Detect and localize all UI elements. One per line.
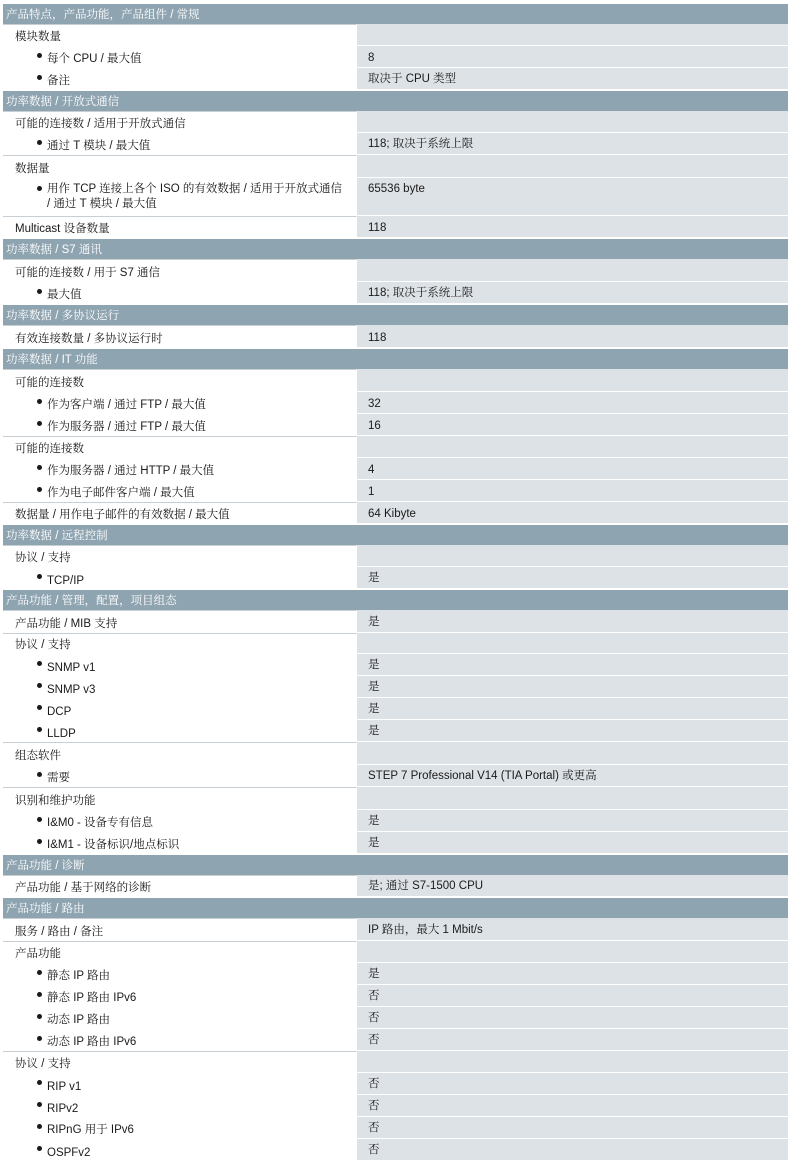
spec-label [3,810,357,832]
spec-row [3,436,788,458]
spec-label [3,1073,357,1095]
section-header [3,90,788,111]
spec-value [357,155,788,178]
spec-label [3,567,357,589]
spec-value: 是 [357,654,788,676]
spec-value [357,111,788,133]
bullet-icon [37,75,42,80]
spec-label [3,1139,357,1161]
spec-value: 是 [357,810,788,832]
section-header [3,348,788,369]
spec-label-text: 可能的连接数 / 适用于开放式通信 [15,118,186,130]
bullet-icon [37,1102,42,1107]
spec-label-text: 需要 [47,772,70,784]
spec-label [3,832,357,854]
spec-label-text: TCP/IP [47,575,85,587]
spec-label-text: 产品功能 [15,948,61,960]
section-title: 产品特点，产品功能，产品组件 / 常规 [6,9,200,21]
bullet-icon [37,727,42,732]
spec-label [3,392,357,414]
spec-value: 是 [357,832,788,854]
spec-label [3,1051,357,1073]
section-header [3,3,788,24]
spec-sub-row [3,1007,788,1029]
spec-value [357,787,788,810]
spec-label [3,155,357,178]
spec-value: 是; 通过 S7-1500 CPU [357,875,788,897]
bullet-icon [37,140,42,145]
section-header [3,304,788,325]
spec-value: 否 [357,1095,788,1117]
spec-label-text: DCP [47,706,72,718]
spec-sub-row [3,654,788,676]
spec-value: 64 Kibyte [357,502,788,524]
spec-label-text: 可能的连接数 [15,443,84,455]
bullet-icon [37,421,42,426]
spec-label-text: RIPv2 [47,1103,79,1115]
spec-sub-row [3,392,788,414]
section-header [3,238,788,259]
spec-row [3,369,788,392]
section-title: 功率数据 / 多协议运行 [6,310,120,322]
spec-value: 是 [357,698,788,720]
spec-value [357,24,788,46]
spec-label [3,414,357,436]
spec-label-text: I&M1 - 设备标识/地点标识 [47,839,180,851]
spec-label [3,68,357,90]
spec-row [3,111,788,133]
spec-row [3,325,788,348]
spec-sub-row [3,1139,788,1161]
spec-label-text: I&M0 - 设备专有信息 [47,817,154,829]
bullet-icon [37,839,42,844]
spec-label [3,216,357,238]
spec-label [3,325,357,348]
spec-sub-row [3,414,788,436]
spec-value [357,436,788,458]
spec-sub-row [3,985,788,1007]
bullet-icon [37,1080,42,1085]
spec-value: 否 [357,1073,788,1095]
spec-label [3,545,357,567]
spec-row [3,742,788,765]
spec-label [3,46,357,68]
spec-label [3,698,357,720]
spec-value: 取决于 CPU 类型 [357,68,788,90]
bullet-icon [37,683,42,688]
bullet-icon [37,399,42,404]
spec-label-text: 可能的连接数 [15,377,84,389]
spec-value: 否 [357,1139,788,1161]
spec-label-text: 有效连接数量 / 多协议运行时 [15,333,163,345]
spec-table [3,3,788,1161]
spec-value: 118; 取决于系统上限 [357,282,788,304]
spec-value [357,369,788,392]
spec-label-text: OSPFv2 [47,1147,91,1159]
spec-row [3,155,788,178]
bullet-icon [37,661,42,666]
spec-label [3,480,357,502]
spec-value: 1 [357,480,788,502]
spec-label [3,963,357,985]
spec-value: 是 [357,963,788,985]
section-title: 产品功能 / 路由 [6,903,85,915]
spec-value: 否 [357,1029,788,1051]
spec-sub-row [3,46,788,68]
spec-label-text: 备注 [47,75,70,87]
spec-label [3,458,357,480]
section-title: 功率数据 / IT 功能 [6,354,98,366]
spec-value [357,633,788,654]
spec-label [3,918,357,941]
spec-sub-row [3,480,788,502]
bullet-icon [37,465,42,470]
spec-label-text: RIP v1 [47,1081,82,1093]
spec-sub-row [3,810,788,832]
bullet-icon [37,1014,42,1019]
spec-label [3,676,357,698]
spec-label-text: 模块数量 [15,31,61,43]
spec-label-text: 组态软件 [15,750,61,762]
spec-label-text: 作为服务器 / 通过 FTP / 最大值 [47,421,206,433]
spec-value [357,742,788,765]
spec-label-text: 作为客户端 / 通过 FTP / 最大值 [47,399,206,411]
spec-label-text: 识别和维护功能 [15,795,96,807]
spec-sub-row [3,832,788,854]
spec-label [3,133,357,155]
spec-value: 118 [357,325,788,348]
spec-label-text: 协议 / 支持 [15,552,71,564]
spec-label [3,178,357,216]
spec-label [3,282,357,304]
section-header [3,524,788,545]
bullet-icon [37,705,42,710]
spec-label-text: 动态 IP 路由 [47,1014,111,1026]
spec-label-text: 协议 / 支持 [15,1058,71,1070]
spec-label-text: 产品功能 / MIB 支持 [15,618,118,630]
spec-row [3,875,788,897]
spec-label [3,436,357,458]
section-title: 功率数据 / 远程控制 [6,530,108,542]
spec-label-text: 数据量 / 用作电子邮件的有效数据 / 最大值 [15,509,230,521]
spec-label [3,610,357,633]
spec-row [3,216,788,238]
spec-label [3,985,357,1007]
spec-label [3,1029,357,1051]
spec-sub-row [3,1073,788,1095]
spec-row [3,633,788,654]
spec-row [3,918,788,941]
spec-sub-row [3,133,788,155]
section-title: 功率数据 / 开放式通信 [6,96,120,108]
spec-sub-row [3,282,788,304]
bullet-icon [37,574,42,579]
spec-label-text: 动态 IP 路由 IPv6 [47,1036,137,1048]
section-title: 产品功能 / 诊断 [6,860,85,872]
spec-sub-row [3,68,788,90]
spec-label [3,875,357,897]
spec-label [3,1007,357,1029]
spec-value: 否 [357,1117,788,1139]
spec-label-text: Multicast 设备数量 [15,223,110,235]
spec-label-text: RIPnG 用于 IPv6 [47,1124,134,1136]
spec-value [357,1051,788,1073]
spec-label [3,1117,357,1139]
section-title: 产品功能 / 管理，配置，项目组态 [6,595,177,607]
spec-sub-row [3,720,788,742]
spec-value: 是 [357,567,788,589]
section-header [3,589,788,610]
spec-value: 16 [357,414,788,436]
spec-label [3,24,357,46]
spec-value [357,941,788,963]
section-header [3,854,788,875]
bullet-icon [37,772,42,777]
bullet-icon [37,1036,42,1041]
spec-label [3,941,357,963]
spec-sub-row [3,567,788,589]
bullet-icon [37,487,42,492]
spec-row [3,610,788,633]
spec-value: 4 [357,458,788,480]
spec-value [357,259,788,282]
bullet-icon [37,1146,42,1151]
spec-label-text: 通过 T 模块 / 最大值 [47,140,151,152]
spec-value: 118 [357,216,788,238]
spec-label-text: 最大值 [47,289,82,301]
spec-label [3,765,357,787]
spec-label-text: 产品功能 / 基于网络的诊断 [15,882,152,894]
spec-label-text: SNMP v1 [47,662,96,674]
spec-label-text: SNMP v3 [47,684,96,696]
bullet-icon [37,289,42,294]
spec-value: 否 [357,1007,788,1029]
bullet-icon [37,53,42,58]
spec-label-text: 静态 IP 路由 [47,970,111,982]
spec-value: 否 [357,985,788,1007]
spec-value: 是 [357,610,788,633]
spec-label [3,742,357,765]
spec-label-text: 协议 / 支持 [15,639,71,651]
spec-value [357,545,788,567]
spec-label [3,720,357,742]
spec-label [3,654,357,676]
spec-label-text: 可能的连接数 / 用于 S7 通信 [15,267,161,279]
spec-row [3,941,788,963]
spec-label [3,111,357,133]
spec-sub-row [3,676,788,698]
spec-label [3,502,357,524]
bullet-icon [37,186,42,191]
spec-label-text: 作为电子邮件客户端 / 最大值 [47,487,195,499]
spec-row [3,545,788,567]
spec-row [3,24,788,46]
spec-sub-row [3,698,788,720]
spec-sub-row [3,1029,788,1051]
bullet-icon [37,970,42,975]
spec-label-text: 用作 TCP 连接上各个 ISO 的有效数据 / 适用于开放式通信 / 通过 T 模块 / 最大值 [47,183,342,210]
spec-value: 65536 byte [357,178,788,216]
spec-label-text: LLDP [47,728,76,740]
spec-sub-row [3,765,788,787]
spec-value: 是 [357,720,788,742]
spec-label-text: 每个 CPU / 最大值 [47,53,142,65]
spec-row [3,1051,788,1073]
section-title: 功率数据 / S7 通讯 [6,244,102,256]
bullet-icon [37,992,42,997]
spec-sub-row [3,178,788,216]
spec-row [3,502,788,524]
spec-label-text: 作为服务器 / 通过 HTTP / 最大值 [47,465,215,477]
spec-sub-row [3,458,788,480]
spec-label-text: 静态 IP 路由 IPv6 [47,992,137,1004]
bullet-icon [37,1124,42,1129]
spec-label [3,259,357,282]
spec-value: 118; 取决于系统上限 [357,133,788,155]
spec-sub-row [3,1117,788,1139]
spec-label-text: 服务 / 路由 / 备注 [15,926,104,938]
spec-sub-row [3,963,788,985]
spec-sub-row [3,1095,788,1117]
spec-value: 32 [357,392,788,414]
spec-row [3,787,788,810]
spec-value: IP 路由，最大 1 Mbit/s [357,918,788,941]
spec-value: STEP 7 Professional V14 (TIA Portal) 或更高 [357,765,788,787]
section-header [3,897,788,918]
spec-value: 8 [357,46,788,68]
spec-label [3,787,357,810]
spec-value: 是 [357,676,788,698]
spec-label [3,1095,357,1117]
spec-label-text: 数据量 [15,163,50,175]
spec-row [3,259,788,282]
spec-label [3,369,357,392]
bullet-icon [37,817,42,822]
spec-label [3,633,357,654]
